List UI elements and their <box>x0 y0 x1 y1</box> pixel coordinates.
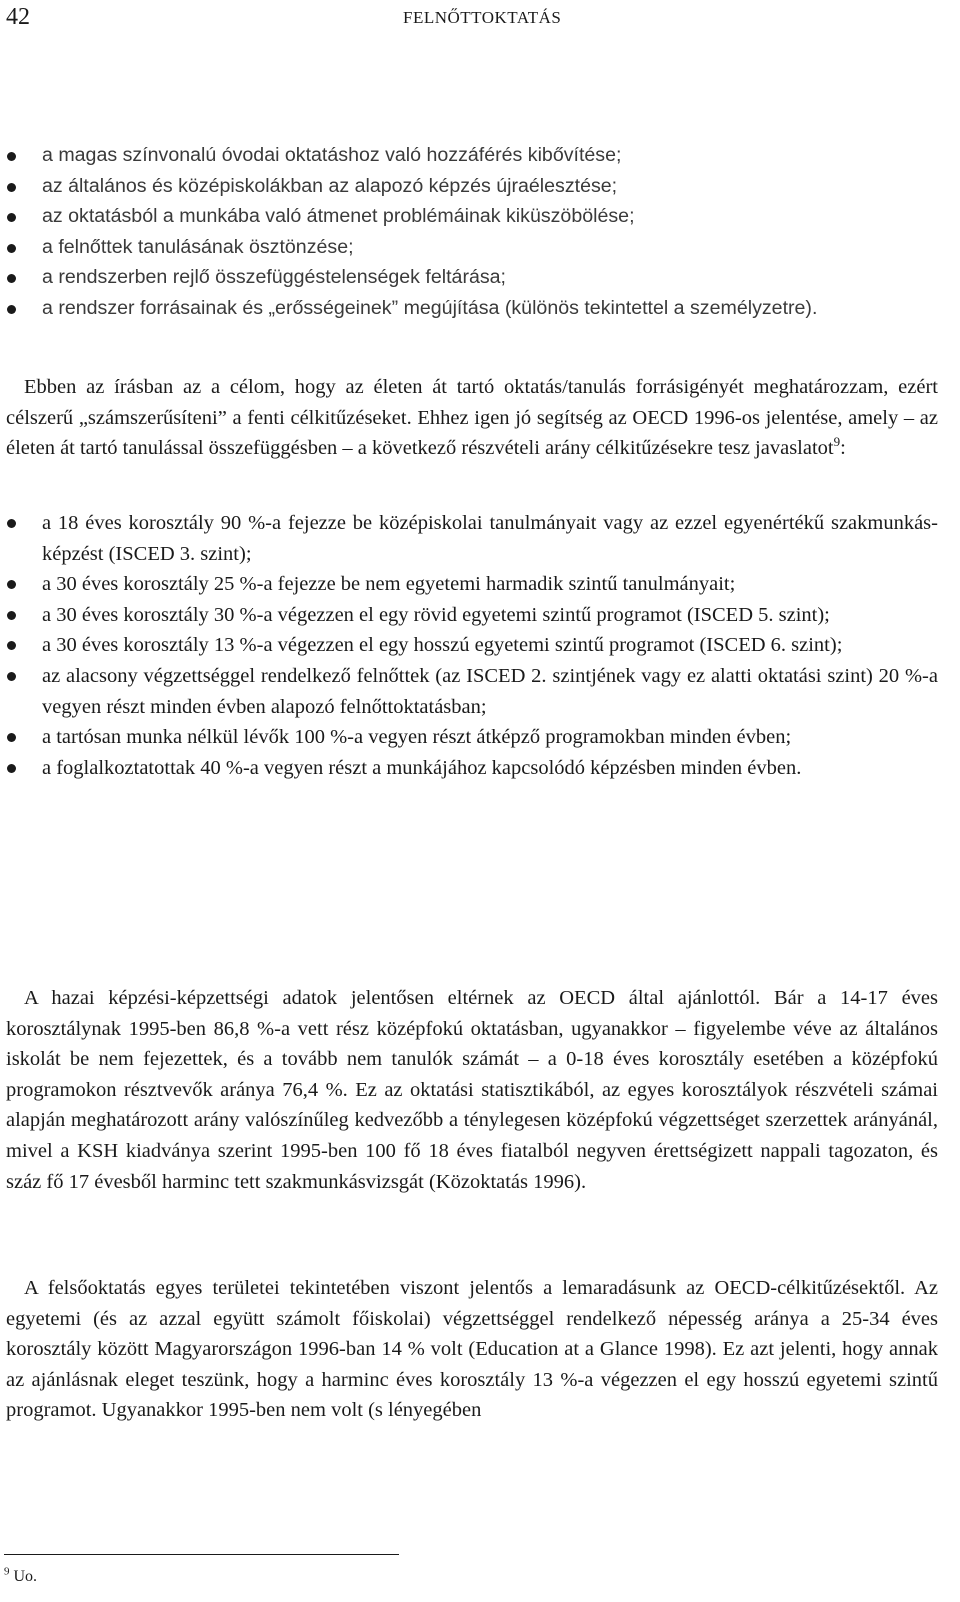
goals-bullet-list <box>0 140 960 324</box>
list-item <box>0 661 960 722</box>
list-item <box>0 569 960 600</box>
list-item <box>0 262 960 293</box>
footnote-divider <box>4 1554 399 1555</box>
bullet-icon <box>7 764 16 773</box>
paragraph-domestic-data: A hazai képzési-képzettségi adatok jelentősen eltérnek az OECD által ajánlottól. Bár a 14-17 éves korosztálynak 1995-ben 86,8 %-a vett rész középfokú oktatásban, ugyanakkor – figyelembe véve az általános iskolát be nem fejezettek, és a tovább nem tanulók számát – a 0-18 éves korosztály esetében a középfokú programokon résztvevők aránya 76,4 %. Ez az oktatási statisztikából, az egyes korosztályok részvételi számai alapján meghatározott arány valószínűleg kedvezőbb a ténylegesen középfokú végzettséget szerzettek arányánál, mivel a KSH kiadványa szerint 1995-ben 100 fő 18 éves fiatalból negyven érettségizett nappali tagozaton, és száz fő 17 évesből harminc tett szakmunkásvizsgát (Közoktatás 1996). <box>6 987 938 1193</box>
list-item-text: a rendszerben rejlő összefüggéstelenségek feltárása; <box>42 266 507 289</box>
list-item-text: a rendszer forrásainak és „erősségeinek” megújítása (különös tekintettel a személyzetre). <box>42 296 818 319</box>
list-item <box>0 722 960 753</box>
bullet-icon <box>7 244 16 253</box>
list-item-text: az alacsony végzettséggel rendelkező felnőttek (az ISCED 2. szintjének vagy ez alatti oktatási szint) 20 %-a vegyen részt minden évben alapozó felnőttoktatásban; <box>42 664 938 718</box>
running-title: FELNŐTTOKTATÁS <box>403 8 562 27</box>
list-item-text: az oktatásból a munkába való átmenet problémáinak kiküszöbölése; <box>42 205 635 228</box>
list-item <box>0 600 960 631</box>
list-item-text: a magas színvonalú óvodai oktatáshoz való hozzáférés kibővítése; <box>42 144 622 166</box>
list-item <box>0 171 960 202</box>
list-item-text: a 30 éves korosztály 13 %-a végezzen el egy hosszú egyetemi szintű programot (ISCED 6. szint); <box>42 634 843 657</box>
bullet-icon <box>7 183 16 192</box>
list-item-text: a 30 éves korosztály 30 %-a végezzen el egy rövid egyetemi szintű programot (ISCED 5. szint); <box>42 603 830 626</box>
bullet-icon <box>7 519 16 528</box>
list-item-text: a 30 éves korosztály 25 %-a fejezze be nem egyetemi harmadik szintű tanulmányait; <box>42 573 736 596</box>
list-item <box>0 293 960 324</box>
list-item-text: a 18 éves korosztály 90 %-a fejezze be középiskolai tanulmányait vagy az ezzel egyenértékű szakmunkás-képzést (ISCED 3. szint); <box>42 512 938 565</box>
list-item-text: a felnőttek tanulásának ösztönzése; <box>42 235 354 258</box>
paragraph-higher-education: A felsőoktatás egyes területei tekintetében viszont jelentős a lemaradásunk az OECD-célkitűzésektől. Az egyetemi (és az azzal együtt számolt főiskolai) végzettséggel rendelkező népesség aránya a 25-34 éves korosztály között Magyarországon 1996-ban 14 % volt (Education at a Glance 1998). Ez azt jelenti, hogy annak az ajánlásnak eleget teszünk, hogy a harminc éves korosztály 13 %-a végezzen el egy hosszú egyetemi szintű programot. Ugyanakkor 1995-ben nem volt (s lényegében <box>6 1277 938 1422</box>
footnote-reference: 9 <box>833 434 841 450</box>
list-item <box>0 508 960 569</box>
list-item <box>0 753 960 784</box>
bullet-icon <box>7 305 16 314</box>
page-header <box>0 0 960 40</box>
list-item-text: az általános és középiskolákban az alapozó képzés újraélesztése; <box>42 174 618 197</box>
list-item <box>0 232 960 263</box>
list-item <box>0 201 960 232</box>
targets-bullet-list <box>0 508 960 783</box>
paragraph-text: Ebben az írásban az a célom, hogy az életen át tartó oktatás/tanulás forrásigényét meghatározzam, ezért célszerű „számszerűsíteni” a fenti célkitűzéseket. Ehhez igen jó segítség az OECD 1996-os jelentése, amely – az életen át tartó tanulással összefüggésben – a következő részvételi arány célkitűzésekre tesz javaslatot <box>6 376 938 460</box>
footnote <box>4 1565 38 1586</box>
bullet-icon <box>7 213 16 222</box>
list-item-text: a tartósan munka nélkül lévők 100 %-a vegyen részt átképző programokban minden évben; <box>42 726 792 749</box>
bullet-icon <box>7 580 16 589</box>
bullet-icon <box>7 611 16 620</box>
paragraph-intro <box>6 372 938 464</box>
bullet-icon <box>7 274 16 283</box>
bullet-icon <box>7 641 16 650</box>
list-item-text: a foglalkoztatottak 40 %-a vegyen részt a munkájához kapcsolódó képzésben minden évben. <box>42 756 802 779</box>
list-item <box>0 630 960 661</box>
paragraph-tail: : <box>840 437 846 460</box>
bullet-icon <box>7 672 16 681</box>
bullet-icon <box>7 152 16 161</box>
page-number: 42 <box>6 4 30 30</box>
footnote-text: Uo. <box>13 1568 38 1585</box>
footnote-number: 9 <box>4 1565 10 1578</box>
list-item <box>0 140 960 171</box>
bullet-icon <box>7 733 16 742</box>
